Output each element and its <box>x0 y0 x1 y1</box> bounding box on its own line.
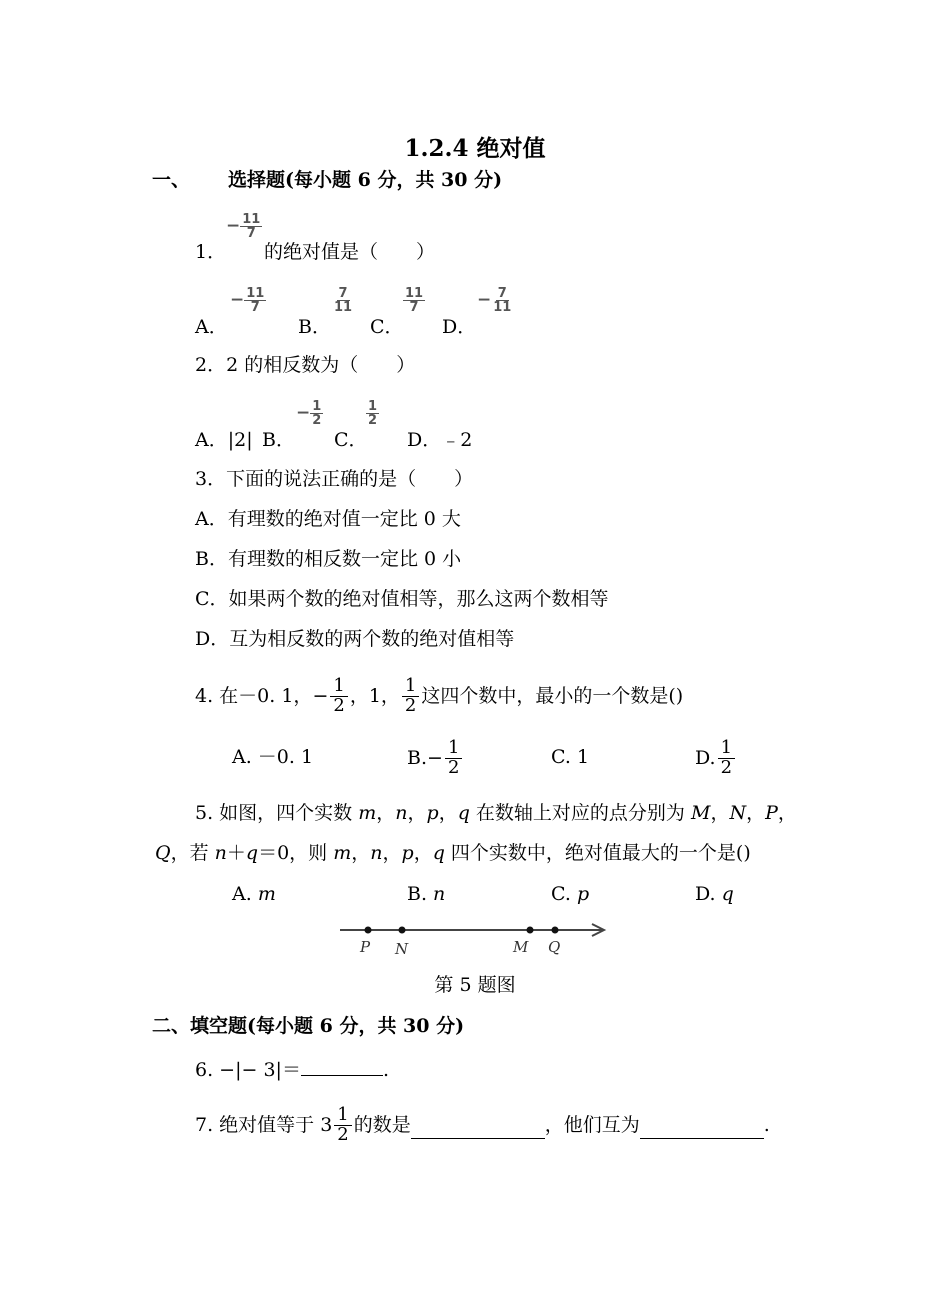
q5-line2-seg: ＋ <box>226 842 246 864</box>
q5-line2-seg: ， <box>382 842 402 864</box>
q5-line2-var: n <box>214 842 227 864</box>
q5-line2-seg: 四个实数中，绝对值最大的一个是() <box>444 842 751 864</box>
q1-opt-a-label: A． <box>195 316 228 338</box>
q5-line1-seg: ， <box>746 802 766 824</box>
q6-answer-blank[interactable] <box>301 1057 383 1076</box>
q2-stem: 2．2 的相反数为（ ） <box>195 354 416 376</box>
q1-opt-b-den: 11 <box>334 300 353 315</box>
q4-opt-d-label: D. <box>695 747 716 769</box>
point-q <box>552 927 559 934</box>
q5-opt-b-label: B. <box>407 883 434 905</box>
q4-opt-d-den: 2 <box>720 756 733 778</box>
q2-opt-a: A．|2| <box>195 429 253 451</box>
q2-opt-b-den: 2 <box>312 413 322 428</box>
q3-opt-b: B．有理数的相反数一定比 0 小 <box>195 548 462 570</box>
q5-line1-seg: 在数轴上对应的点分别为 <box>469 802 691 824</box>
q4-stem-part3: 这四个数中，最小的一个数是() <box>421 685 684 707</box>
q2-opt-b-fraction <box>296 400 323 427</box>
q5-line1-var: p <box>426 802 439 824</box>
section2-title: 二、填空题(每小题 6 分，共 30 分) <box>152 1015 465 1037</box>
q5-line1-var: N <box>729 802 747 824</box>
q5-opt-a-label: A. <box>232 883 258 905</box>
point-m <box>527 927 534 934</box>
q4-fraction1-sign: − <box>312 685 329 707</box>
q5-opt-a <box>232 882 276 906</box>
q6-abs: |− 3| <box>235 1059 282 1081</box>
q4-opt-c: C. 1 <box>551 746 590 768</box>
q3-opt-d: D．互为相反数的两个数的绝对值相等 <box>195 628 515 650</box>
q5-line1-seg: 5. 如图，四个实数 <box>195 802 359 824</box>
q5-line1-seg: ， <box>376 802 396 824</box>
q1-opt-a-fraction <box>230 287 266 314</box>
q6-pre: 6. − <box>195 1059 236 1081</box>
q2-opt-c-num: 1 <box>368 399 378 414</box>
q5-line2-seg: ， <box>351 842 371 864</box>
q2-opt-d: D．﹣2 <box>407 429 473 451</box>
q5-line2-seg: ＝0，则 <box>258 842 334 864</box>
q2-opt-b-sign: − <box>296 403 311 423</box>
q4-fraction2-den: 2 <box>404 694 417 716</box>
q4-opt-b-sign: − <box>427 747 443 769</box>
q5-line2-seg: ，若 <box>170 842 215 864</box>
q1-opt-c-fraction <box>403 287 425 314</box>
point-n <box>399 927 406 934</box>
q1-fraction <box>226 213 262 240</box>
q5-opt-b-var: n <box>433 883 446 905</box>
q7-answer-blank-1[interactable] <box>411 1120 545 1139</box>
q1-opt-c-num: 11 <box>405 286 424 301</box>
q1-opt-d-sign: − <box>477 290 492 310</box>
q5-opt-b <box>407 882 445 906</box>
q6-post: . <box>382 1059 390 1081</box>
q3-opt-a: A．有理数的绝对值一定比 0 大 <box>195 508 461 530</box>
q7-mid2: ，他们互为 <box>544 1114 640 1136</box>
q5-opt-a-var: m <box>257 883 276 905</box>
q5-line1-var: n <box>395 802 408 824</box>
q1-opt-b-label: B． <box>298 316 331 338</box>
q1-fraction-den: 7 <box>246 226 256 241</box>
q5-line1-var: M <box>690 802 711 824</box>
q1-opt-d-fraction <box>477 287 513 314</box>
q5-stem-line1 <box>195 801 797 825</box>
q4-fraction2-num: 1 <box>402 677 419 697</box>
q5-opt-c-label: C. <box>551 883 577 905</box>
q5-line1-var: P <box>765 802 778 824</box>
q5-line1-seg: ， <box>710 802 730 824</box>
label-m: M <box>513 938 529 956</box>
label-q: Q <box>548 938 561 956</box>
q5-line1-seg: ， <box>438 802 458 824</box>
q5-line2-var: p <box>401 842 414 864</box>
q5-opt-d <box>695 882 734 906</box>
q1-opt-a-sign: − <box>230 290 245 310</box>
q5-line1-var: m <box>358 802 377 824</box>
q5-line2-var: Q <box>155 842 171 864</box>
q4-opt-b-num: 1 <box>445 739 462 759</box>
q4-fraction1-den: 2 <box>333 694 345 716</box>
q4-stem-part2: ，1， <box>349 685 400 707</box>
q5-line1-var: q <box>457 802 470 824</box>
q4-opt-d-num: 1 <box>718 739 735 759</box>
q7-frac-num: 1 <box>334 1106 351 1126</box>
q7-answer-blank-2[interactable] <box>640 1120 764 1139</box>
label-n: N <box>395 940 409 958</box>
q5-line2-var: q <box>245 842 259 864</box>
number-line-figure <box>340 915 610 960</box>
q1-opt-d-num: 7 <box>497 286 507 301</box>
q6-stem <box>195 1057 389 1082</box>
q4-fraction1-num: 1 <box>330 677 347 697</box>
q4-opt-b <box>407 733 464 783</box>
q1-opt-b-fraction <box>332 287 354 314</box>
q2-opt-c-label: C． <box>334 429 368 451</box>
q2-opt-c-fraction <box>366 400 379 427</box>
q4-opt-b-den: 2 <box>447 756 460 778</box>
q5-line2-var: q <box>432 842 445 864</box>
q5-line2-seg: ， <box>413 842 433 864</box>
q5-line1-seg: ， <box>777 802 797 824</box>
q1-fraction-num: 11 <box>242 212 261 227</box>
figure-caption: 第 5 题图 <box>434 974 516 996</box>
q5-line2-var: n <box>370 842 383 864</box>
q4-opt-b-label: B. <box>407 747 428 769</box>
q2-opt-c-den: 2 <box>368 413 378 428</box>
q4-stem <box>195 671 683 721</box>
q5-opt-c-var: p <box>576 883 590 905</box>
section1-title: 选择题(每小题 6 分，共 30 分) <box>228 169 503 191</box>
q1-opt-c-den: 7 <box>409 300 419 315</box>
q6-eq: ＝ <box>281 1059 301 1081</box>
q1-stem: 的绝对值是（ ） <box>264 241 436 263</box>
q7-post: . <box>763 1114 770 1136</box>
point-p <box>365 927 372 934</box>
q1-opt-a-num: 11 <box>246 286 265 301</box>
q3-stem: 3．下面的说法正确的是（ ） <box>195 468 474 490</box>
q4-stem-part1: 4. 在－0. 1， <box>195 685 313 707</box>
q5-stem-line2 <box>155 841 751 865</box>
label-p: P <box>360 938 371 956</box>
q4-opt-a: A. －0. 1 <box>232 746 314 768</box>
q1-opt-c-label: C． <box>370 316 404 338</box>
q1-opt-d-den: 11 <box>493 300 512 315</box>
q5-opt-c <box>551 882 589 906</box>
q5-opt-d-var: q <box>721 883 734 905</box>
q7-frac-den: 2 <box>337 1123 349 1145</box>
q5-opt-d-label: D. <box>695 883 722 905</box>
q7-mid: 的数是 <box>353 1114 411 1136</box>
q1-number: 1． <box>195 241 227 263</box>
section1-number: 一、 <box>152 169 191 191</box>
q5-line2-var: m <box>333 842 352 864</box>
q3-opt-c: C．如果两个数的绝对值相等，那么这两个数相等 <box>195 588 609 610</box>
q1-opt-b-num: 7 <box>338 286 348 301</box>
q1-opt-d-label: D． <box>442 316 477 338</box>
q7-stem <box>195 1100 770 1150</box>
q5-line1-seg: ， <box>407 802 427 824</box>
q1-fraction-sign: − <box>226 216 241 236</box>
q2-opt-b-label: B． <box>262 429 295 451</box>
q1-opt-a-den: 7 <box>250 300 260 315</box>
q4-opt-d <box>695 733 737 783</box>
q2-opt-b-num: 1 <box>312 399 322 414</box>
q7-pre: 7. 绝对值等于 3 <box>195 1114 333 1136</box>
page-title: 1.2.4 绝对值 <box>404 135 546 162</box>
